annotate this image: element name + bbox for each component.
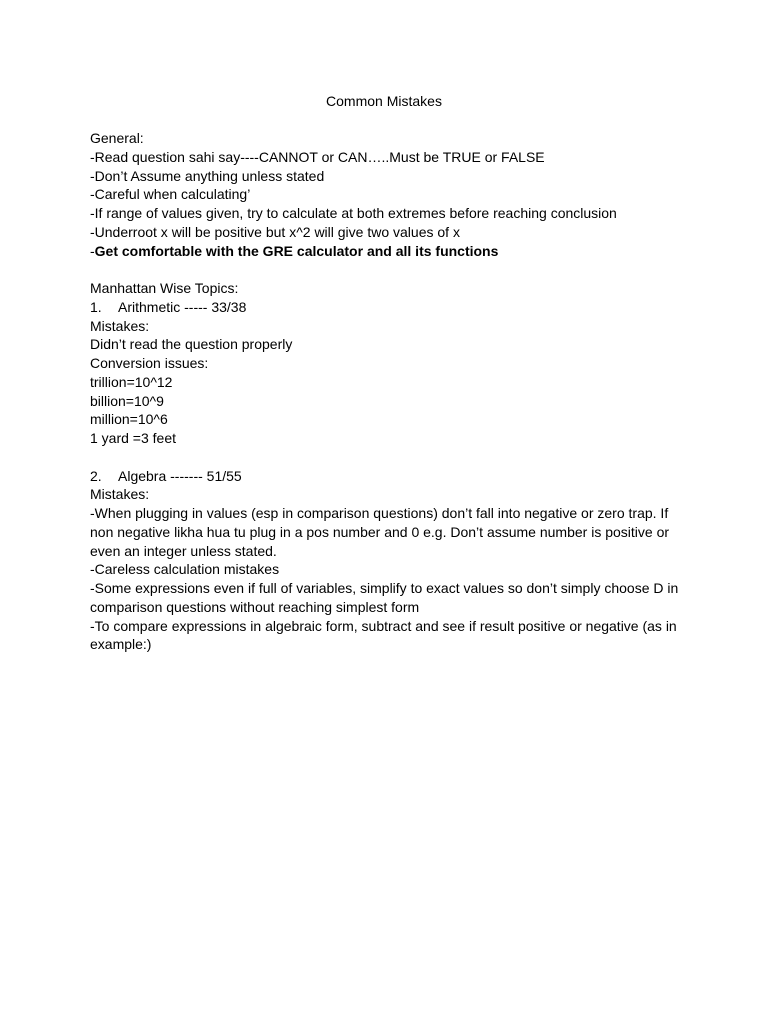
general-item: -Underroot x will be positive but x^2 will give two values of x bbox=[90, 223, 460, 240]
arithmetic-line: 1 yard =3 feet bbox=[90, 430, 177, 446]
list-number: 1. bbox=[90, 298, 102, 315]
general-item: -Don’t Assume anything unless stated bbox=[90, 167, 325, 184]
arithmetic-line: Didn’t read the question properly bbox=[90, 336, 293, 353]
general-item-bold bbox=[90, 242, 680, 261]
spacer bbox=[90, 260, 680, 279]
mistakes-label: Mistakes: bbox=[90, 317, 150, 334]
manhattan-heading: Manhattan Wise Topics: bbox=[90, 280, 239, 296]
algebra-line: -Careless calculation mistakes bbox=[90, 561, 280, 578]
general-heading: General: bbox=[90, 130, 144, 146]
topic-label: Arithmetic ----- 33/38 bbox=[118, 298, 247, 315]
spacer bbox=[90, 448, 680, 467]
arithmetic-line: Conversion issues: bbox=[90, 355, 209, 371]
algebra-line: -To compare expressions in algebraic form, subtract and see if result positive or negative (as in example:) bbox=[90, 617, 681, 653]
algebra-line: -Some expressions even if full of variables, simplify to exact values so don’t simply choose D in comparison questions without reaching simplest form bbox=[90, 580, 683, 615]
bold-text: Get comfortable with the GRE calculator and all its functions bbox=[94, 242, 499, 259]
general-item: -Read question sahi say----CANNOT or CAN…..Must be TRUE or FALSE bbox=[90, 148, 545, 165]
arithmetic-line: million=10^6 bbox=[90, 411, 168, 428]
list-number: 2. bbox=[90, 467, 102, 484]
bullet-dash: - bbox=[90, 242, 95, 259]
arithmetic-line: billion=10^9 bbox=[90, 392, 164, 409]
algebra-line: -When plugging in values (esp in comparison questions) don’t fall into negative or zero trap. If non negative likha hua tu plug in a pos number and 0 e.g. Don’t assume number is positive or even an integer unless stated. bbox=[90, 505, 673, 559]
topic-algebra bbox=[90, 467, 680, 486]
topic-arithmetic bbox=[90, 298, 680, 317]
arithmetic-line: trillion=10^12 bbox=[90, 373, 173, 390]
topic-label: Algebra ------- 51/55 bbox=[118, 467, 242, 484]
document-body bbox=[90, 129, 683, 654]
general-item: -Careful when calculating’ bbox=[90, 186, 251, 203]
document-title: Common Mistakes bbox=[326, 93, 442, 109]
general-item: -If range of values given, try to calculate at both extremes before reaching conclusion bbox=[90, 205, 617, 221]
mistakes-label: Mistakes: bbox=[90, 486, 150, 503]
